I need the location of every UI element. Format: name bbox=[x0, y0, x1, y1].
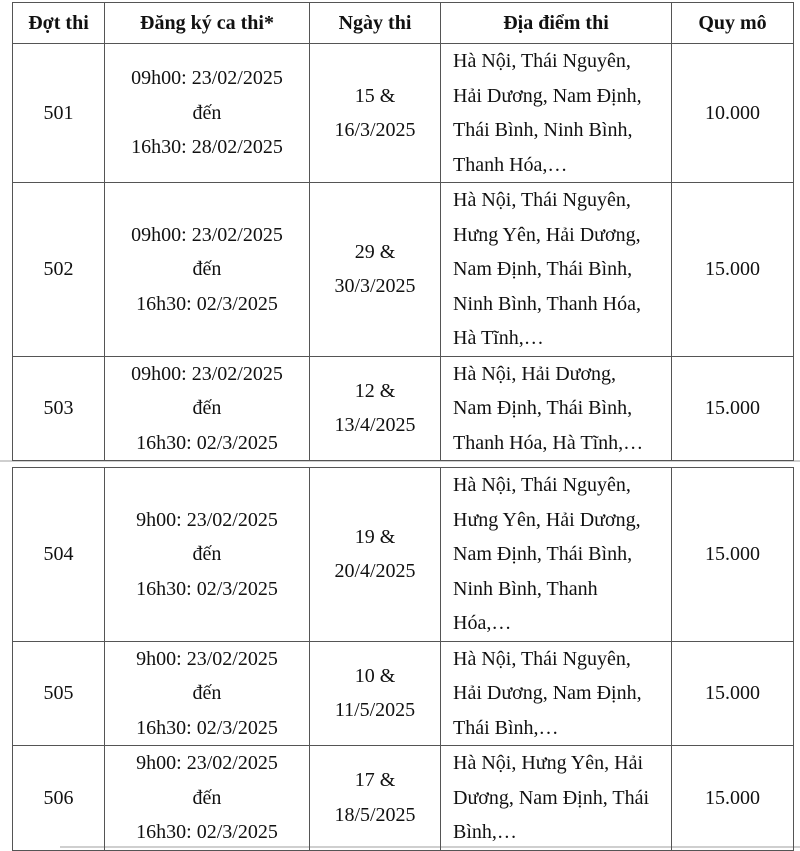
cell-location-line: Thanh Hóa,… bbox=[453, 153, 568, 176]
cell-registration-line: đến bbox=[192, 543, 222, 565]
cell-exam-date-line: 20/4/2025 bbox=[334, 560, 416, 583]
cell-location-line: Dương, Nam Định, Thái bbox=[453, 786, 650, 809]
cell-exam-date bbox=[310, 183, 441, 357]
cell-scale: 15.000 bbox=[672, 641, 794, 746]
cell-scale: 15.000 bbox=[672, 468, 794, 642]
cell-dot-thi: 502 bbox=[13, 183, 105, 357]
cell-registration-line: 16h30: 02/3/2025 bbox=[136, 821, 278, 843]
cell-location-line: Thái Bình, Ninh Bình, bbox=[453, 119, 633, 141]
cell-location-line: Ninh Bình, Thanh bbox=[453, 577, 598, 600]
cell-location-line: Hà Nội, Thái Nguyên, bbox=[453, 189, 631, 211]
cell-registration-line: 16h30: 02/3/2025 bbox=[136, 292, 278, 315]
cell-location-line: Hải Dương, Nam Định, bbox=[453, 682, 642, 704]
cell-scale: 15.000 bbox=[672, 183, 794, 357]
cell-scale: 15.000 bbox=[672, 746, 794, 851]
cell-dot-thi: 505 bbox=[13, 641, 105, 746]
header-quy-mo: Quy mô bbox=[672, 3, 794, 44]
cell-registration-line: đến bbox=[192, 101, 222, 124]
table-row bbox=[13, 746, 794, 851]
cell-location bbox=[441, 183, 672, 357]
cell-location-line: Hưng Yên, Hải Dương, bbox=[453, 223, 641, 246]
cell-registration-line: đến bbox=[192, 397, 222, 419]
cell-location bbox=[441, 44, 672, 183]
cell-registration bbox=[105, 183, 310, 357]
cell-registration-line: đến bbox=[192, 682, 222, 704]
table-row bbox=[13, 641, 794, 746]
cell-registration bbox=[105, 746, 310, 851]
cell-location-line: Hà Tĩnh,… bbox=[453, 327, 544, 349]
cell-location bbox=[441, 746, 672, 851]
cell-location-line: Hà Nội, Thái Nguyên, bbox=[453, 50, 631, 72]
cell-exam-date-line: 18/5/2025 bbox=[334, 803, 416, 826]
header-dot-thi: Đợt thi bbox=[13, 3, 105, 44]
cell-exam-date bbox=[310, 746, 441, 851]
cell-dot-thi: 501 bbox=[13, 44, 105, 183]
cell-exam-date bbox=[310, 356, 441, 461]
cell-location-line: Ninh Bình, Thanh Hóa, bbox=[453, 292, 641, 315]
cell-exam-date-line: 13/4/2025 bbox=[334, 414, 416, 437]
table-row bbox=[13, 356, 794, 461]
cell-exam-date-line: 15 & bbox=[354, 84, 396, 107]
cell-dot-thi: 504 bbox=[13, 468, 105, 642]
table-row bbox=[13, 468, 794, 642]
cell-registration-line: 16h30: 02/3/2025 bbox=[136, 716, 278, 739]
cell-location-line: Thanh Hóa, Hà Tĩnh,… bbox=[453, 431, 644, 454]
header-dang-ky: Đăng ký ca thi* bbox=[105, 3, 310, 44]
cell-registration-line: 09h00: 23/02/2025 bbox=[131, 362, 283, 385]
cell-location-line: Hóa,… bbox=[453, 612, 512, 634]
cell-exam-date bbox=[310, 641, 441, 746]
header-dia-diem: Địa điểm thi bbox=[441, 3, 672, 44]
cell-exam-date-line: 11/5/2025 bbox=[334, 699, 416, 722]
cell-registration-line: đến bbox=[192, 786, 222, 809]
cell-location-line: Nam Định, Thái Bình, bbox=[453, 397, 633, 419]
cell-location-line: Hưng Yên, Hải Dương, bbox=[453, 508, 641, 531]
cell-registration bbox=[105, 44, 310, 183]
cell-location-line: Hà Nội, Hải Dương, bbox=[453, 362, 617, 385]
cell-registration bbox=[105, 468, 310, 642]
cell-dot-thi: 506 bbox=[13, 746, 105, 851]
cell-exam-date-line: 16/3/2025 bbox=[334, 119, 416, 141]
table-header-row bbox=[13, 3, 794, 44]
cell-location-line: Hà Nội, Thái Nguyên, bbox=[453, 474, 631, 496]
cell-registration-line: 9h00: 23/02/2025 bbox=[136, 508, 278, 531]
cell-exam-date-line: 29 & bbox=[354, 240, 396, 263]
cell-registration bbox=[105, 641, 310, 746]
cell-registration-line: 16h30: 02/3/2025 bbox=[136, 577, 278, 600]
cell-registration-line: 16h30: 28/02/2025 bbox=[131, 136, 283, 159]
cell-location bbox=[441, 356, 672, 461]
exam-schedule-table-part-2 bbox=[12, 467, 794, 851]
cell-dot-thi: 503 bbox=[13, 356, 105, 461]
cell-location bbox=[441, 641, 672, 746]
table-row bbox=[13, 44, 794, 183]
cell-registration-line: 16h30: 02/3/2025 bbox=[136, 431, 278, 454]
cell-location-line: Nam Định, Thái Bình, bbox=[453, 258, 633, 280]
table-row bbox=[13, 183, 794, 357]
cell-exam-date bbox=[310, 44, 441, 183]
cell-scale: 10.000 bbox=[672, 44, 794, 183]
cell-exam-date-line: 30/3/2025 bbox=[334, 275, 416, 298]
cell-location-line: Nam Định, Thái Bình, bbox=[453, 543, 633, 565]
cell-registration-line: 09h00: 23/02/2025 bbox=[131, 67, 283, 90]
cell-registration-line: 9h00: 23/02/2025 bbox=[136, 752, 278, 774]
cell-location bbox=[441, 468, 672, 642]
exam-schedule-table-part-1 bbox=[12, 2, 794, 461]
cell-location-line: Hải Dương, Nam Định, bbox=[453, 84, 642, 107]
cell-registration bbox=[105, 356, 310, 461]
cell-registration-line: 9h00: 23/02/2025 bbox=[136, 647, 278, 670]
cell-exam-date-line: 17 & bbox=[354, 769, 396, 792]
cell-location-line: Thái Bình,… bbox=[453, 716, 559, 739]
cell-exam-date-line: 10 & bbox=[354, 664, 396, 687]
header-ngay-thi: Ngày thi bbox=[310, 3, 441, 44]
cell-location-line: Bình,… bbox=[453, 821, 517, 843]
cell-registration-line: đến bbox=[192, 258, 222, 280]
cell-scale: 15.000 bbox=[672, 356, 794, 461]
cell-exam-date-line: 19 & bbox=[354, 525, 396, 548]
cell-exam-date bbox=[310, 468, 441, 642]
cell-location-line: Hà Nội, Hưng Yên, Hải bbox=[453, 752, 644, 774]
cell-exam-date-line: 12 & bbox=[354, 379, 396, 402]
cell-registration-line: 09h00: 23/02/2025 bbox=[131, 223, 283, 246]
cell-location-line: Hà Nội, Thái Nguyên, bbox=[453, 647, 631, 670]
